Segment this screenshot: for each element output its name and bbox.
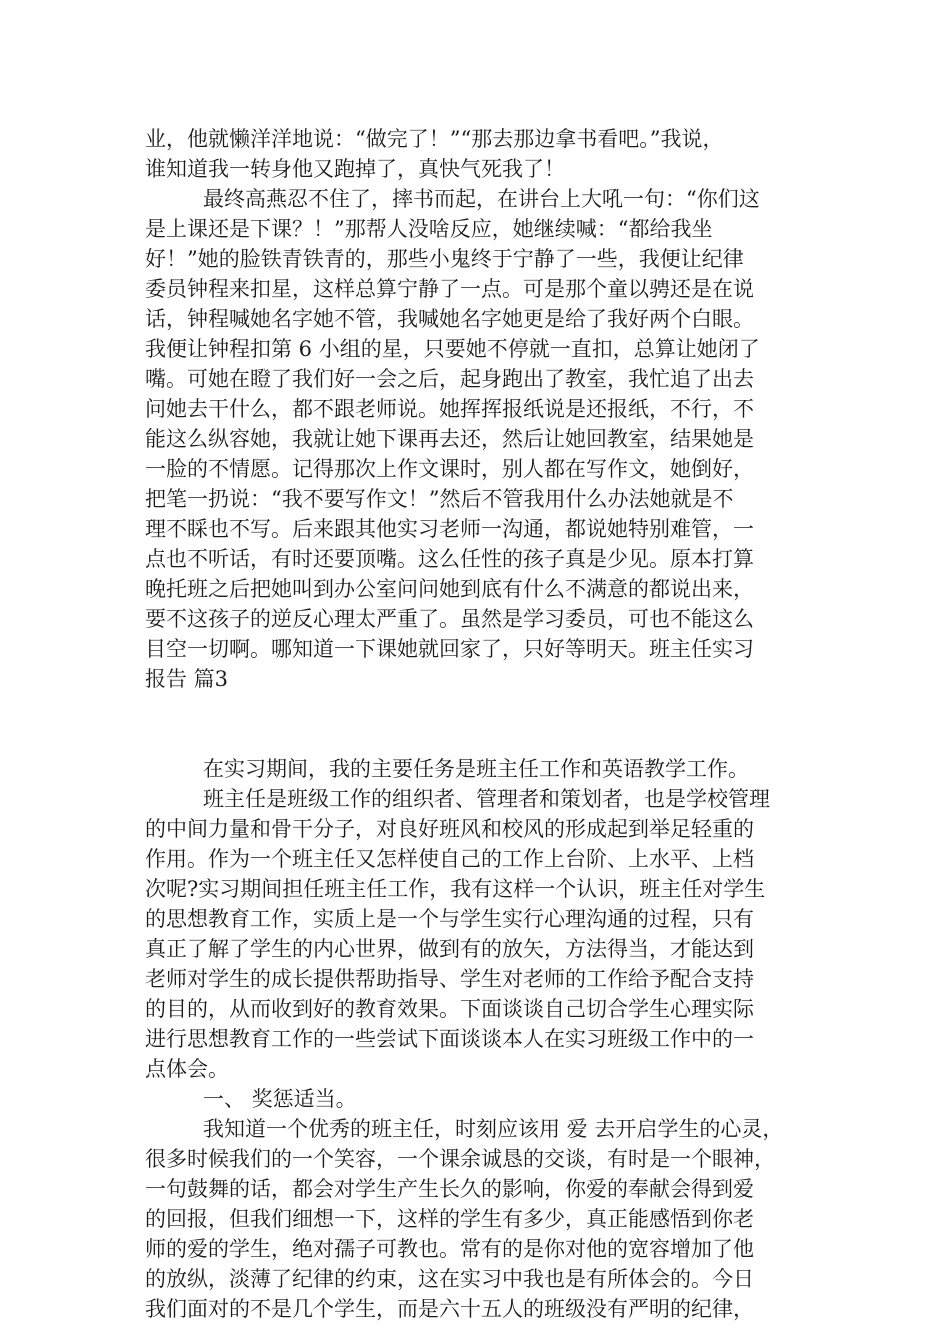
text-line: 能这么纵容她，我就让她下课再去还，然后让她回教室，结果她是 [145,427,754,451]
text-line: 问她去干什么，都不跟老师说。她挥挥报纸说是还报纸，不行，不 [145,397,754,421]
text-line: 是上课还是下课？！”那帮人没啥反应，她继续喊：“都给我坐 [145,217,713,241]
text-line: 师的爱的学生，绝对孺子可教也。常有的是你对他的宽容增加了他 [145,1237,754,1261]
text-line: 委员钟程来扣星，这样总算宁静了一点。可是那个童以骋还是在说 [145,277,754,301]
text-line: 一脸的不情愿。记得那次上作文课时，别人都在写作文，她倒好， [145,457,754,481]
paragraph-start: 在实习期间，我的主要任务是班主任工作和英语教学工作。 [203,757,749,781]
text-line: 我便让钟程扣第 6 小组的星，只要她不停就一直扣，总算让她闭了 [145,337,760,361]
text-line: 次呢?实习期间担任班主任工作，我有这样一个认识，班主任对学生 [145,877,766,901]
paragraph-start: 最终高燕忍不住了，摔书而起，在讲台上大吼一句：“你们这 [203,187,760,211]
text-line: 点也不听话，有时还要顶嘴。这么任性的孩子真是少见。原本打算 [145,547,754,571]
text-line: 的思想教育工作，实质上是一个与学生实行心理沟通的过程，只有 [145,907,754,931]
text-line: 的放纵，淡薄了纪律的约束，这在实习中我也是有所体会的。今日 [145,1267,754,1291]
text-line: 要不这孩子的逆反心理太严重了。虽然是学习委员，可也不能这么 [145,607,754,631]
text-line: 老师对学生的成长提供帮助指导、学生对老师的工作给予配合支持 [145,967,754,991]
text-line: 的回报，但我们细想一下，这样的学生有多少，真正能感悟到你老 [145,1207,754,1231]
text-line: 很多时候我们的一个笑容，一个课余诚恳的交谈，有时是一个眼神， [145,1147,775,1171]
text-line: 嘴。可她在瞪了我们好一会之后，起身跑出了教室，我忙追了出去 [145,367,754,391]
text-line: 一句鼓舞的话，都会对学生产生长久的影响，你爱的奉献会得到爱 [145,1177,754,1201]
text-line: 的目的，从而收到好的教育效果。下面谈谈自己切合学生心理实际 [145,997,754,1021]
text-line: 谁知道我一转身他又跑掉了，真快气死我了！ [145,157,565,181]
text-line: 业，他就懒洋洋地说：“做完了！”“那去那边拿书看吧。”我说， [145,127,724,151]
text-line: 理不睬也不写。后来跟其他实习老师一沟通，都说她特别难管，一 [145,517,754,541]
text-line: 的中间力量和骨干分子，对良好班风和校风的形成起到举足轻重的 [145,817,754,841]
text-line: 作用。作为一个班主任又怎样使自己的工作上台阶、上水平、上档 [145,847,754,871]
paragraph-start: 我知道一个优秀的班主任，时刻应该用 爱 去开启学生的心灵， [203,1117,784,1141]
text-line: 点体会。 [145,1057,229,1081]
text-line: 好！”她的脸铁青铁青的，那些小鬼终于宁静了一些，我便让纪律 [145,247,744,271]
paragraph-start: 班主任是班级工作的组织者、管理者和策划者，也是学校管理 [203,787,770,811]
section-heading: 报告 篇3 [145,667,229,691]
text-line: 晚托班之后把她叫到办公室问问她到底有什么不满意的都说出来， [145,577,754,601]
text-line: 我们面对的不是几个学生，而是六十五人的班级没有严明的纪律， [145,1297,754,1321]
text-line: 真正了解了学生的内心世界，做到有的放矢，方法得当，才能达到 [145,937,754,961]
text-line: 目空一切啊。哪知道一下课她就回家了，只好等明天。班主任实习 [145,637,754,661]
text-line: 话，钟程喊她名字她不管，我喊她名字她更是给了我好两个白眼。 [145,307,754,331]
text-line: 进行思想教育工作的一些尝试下面谈谈本人在实习班级工作中的一 [145,1027,754,1051]
text-line: 把笔一扔说：“我不要写作文！”然后不管我用什么办法她就是不 [145,487,734,511]
subsection-heading: 一、 奖惩适当。 [203,1087,357,1111]
